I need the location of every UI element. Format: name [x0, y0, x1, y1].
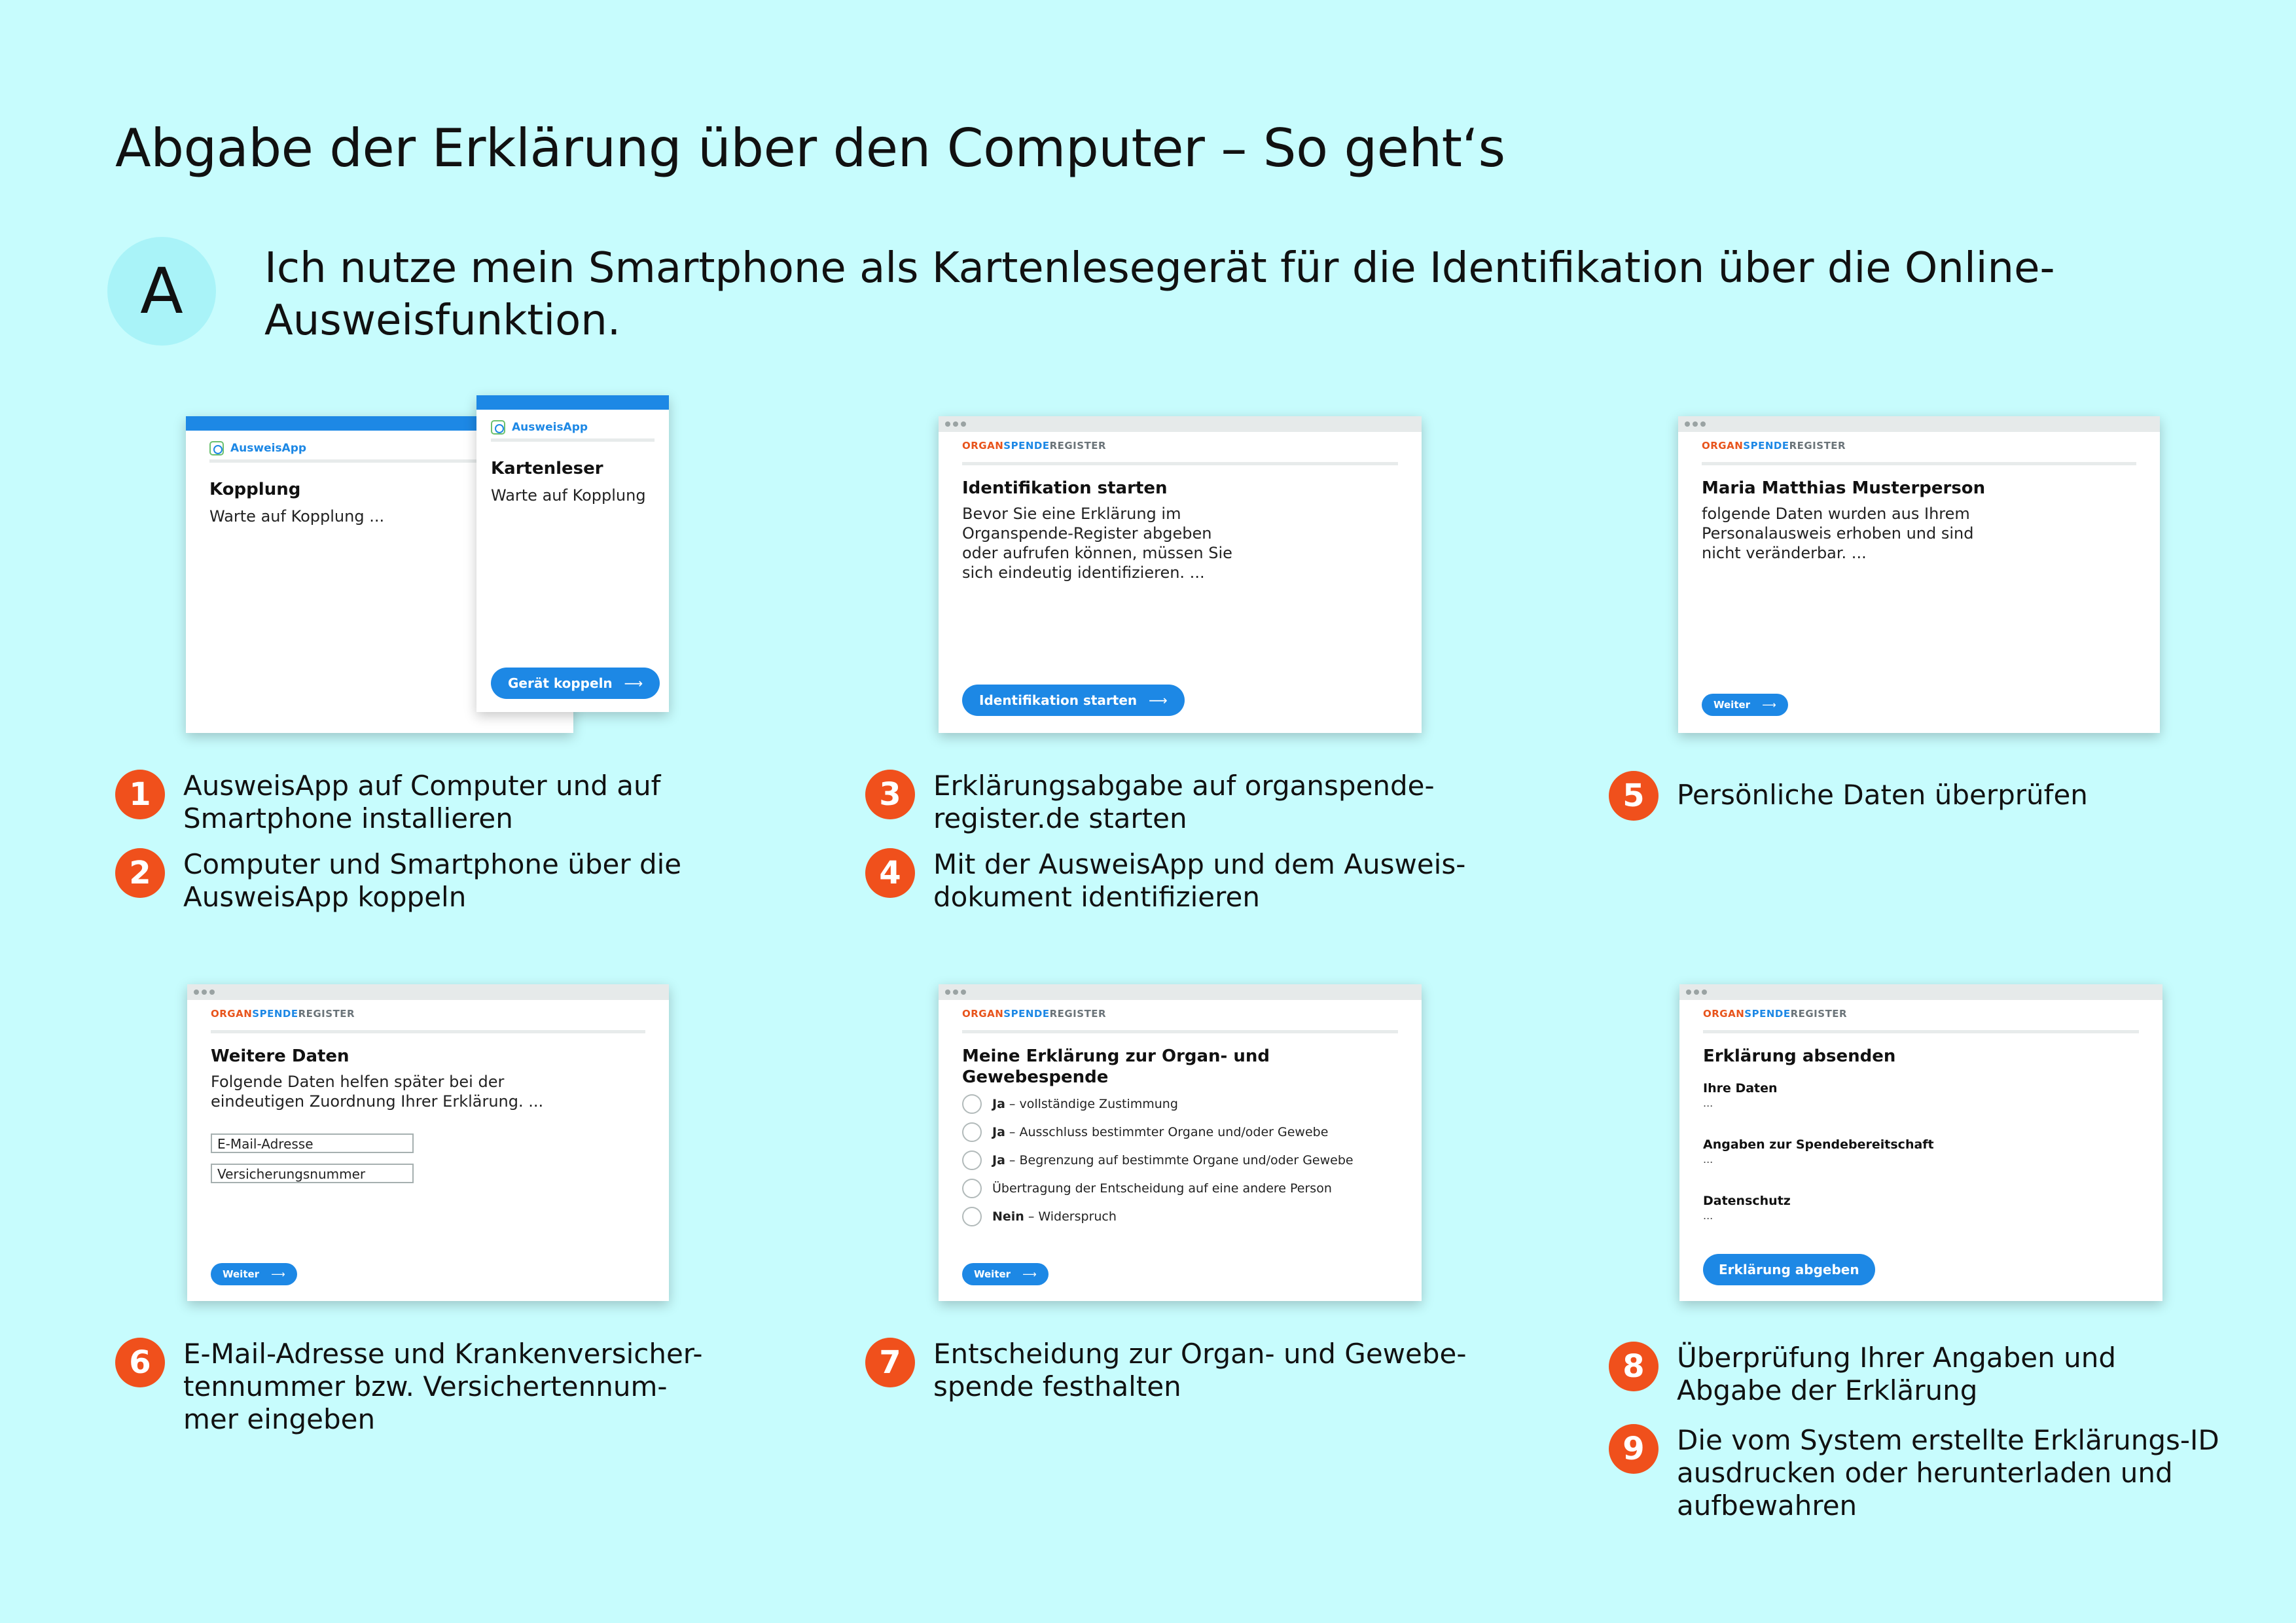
step-text: Computer und Smartphone über die AusweisApp koppeln: [183, 848, 682, 913]
screen-title: Weitere Daten: [211, 1046, 350, 1066]
screen-meine-erklaerung: [939, 984, 1422, 1301]
screen-kartenleser: [476, 395, 669, 712]
versicherungsnummer-field[interactable]: Versicherungsnummer: [211, 1164, 414, 1183]
step-text: Die vom System erstellte Erklärungs-ID ausdrucken oder herunterladen und aufbewahren: [1677, 1424, 2219, 1522]
step-number: 3: [865, 770, 915, 819]
arrow-right-icon: ⟶: [1762, 699, 1776, 711]
app-name: AusweisApp: [512, 421, 588, 434]
step-text: E-Mail-Adresse und Krankenversicher- tennummer bzw. Versichertennum- mer eingeben: [183, 1338, 703, 1435]
step-text: AusweisApp auf Computer und auf Smartphone installieren: [183, 770, 661, 834]
screen-title: Kopplung: [209, 480, 301, 499]
section-subtitle: Ich nutze mein Smartphone als Kartenlesegerät für die Identifikation über die Online-Ausweisfunktion.: [264, 244, 2055, 345]
step-9: [1609, 1424, 2219, 1522]
window-titlebar: [939, 984, 1422, 1000]
window-titlebar: [1679, 984, 2162, 1000]
window-titlebar: [1678, 416, 2160, 432]
button-label: Gerät koppeln: [508, 675, 613, 691]
arrow-right-icon: ⟶: [1022, 1268, 1037, 1280]
organspende-register-logo: ORGANSPENDEREGISTER: [962, 440, 1107, 452]
section-value: ...: [1703, 1209, 1713, 1222]
app-name: AusweisApp: [230, 442, 307, 455]
button-label: Weiter: [223, 1268, 260, 1280]
radio-button[interactable]: [962, 1150, 982, 1170]
screen-title: Meine Erklärung zur Organ- und Gewebespende: [962, 1046, 1270, 1087]
radio-button[interactable]: [962, 1179, 982, 1198]
step-text: Mit der AusweisApp und dem Ausweis- dokument identifizieren: [933, 848, 1466, 913]
section-value: ...: [1703, 1097, 1713, 1109]
option-ja-ausschluss[interactable]: Ja – Ausschluss bestimmter Organe und/oder Gewebe: [962, 1122, 1328, 1142]
step-number: 8: [1609, 1342, 1659, 1391]
button-label: Erklärung abgeben: [1719, 1262, 1859, 1277]
step-number: 5: [1609, 771, 1659, 821]
screen-title: Identifikation starten: [962, 478, 1168, 498]
step-text: Entscheidung zur Organ- und Gewebe- spende festhalten: [933, 1338, 1467, 1402]
section-datenschutz: Datenschutz: [1703, 1194, 1791, 1208]
step-text: Erklärungsabgabe auf organspende- register.de starten: [933, 770, 1435, 834]
radio-button[interactable]: [962, 1207, 982, 1226]
arrow-right-icon: ⟶: [271, 1268, 285, 1280]
email-field[interactable]: E-Mail-Adresse: [211, 1133, 414, 1153]
section-value: ...: [1703, 1153, 1713, 1166]
weiter-button[interactable]: [211, 1263, 297, 1285]
section-ihre-daten: Ihre Daten: [1703, 1081, 1778, 1096]
step-2: [115, 848, 681, 914]
radio-button[interactable]: [962, 1122, 982, 1142]
organspende-register-logo: ORGANSPENDEREGISTER: [962, 1008, 1107, 1020]
screen-body: Warte auf Kopplung ...: [209, 507, 385, 526]
step-4: [865, 848, 1465, 914]
step-number: 2: [115, 848, 165, 898]
section-badge: A: [107, 237, 216, 346]
screen-weitere-daten: [187, 984, 669, 1301]
screen-body: folgende Daten wurden aus Ihrem Personalausweis erhoben und sind nicht veränderbar. ...: [1702, 505, 1974, 562]
screen-identifikation: [939, 416, 1422, 733]
step-number: 1: [115, 770, 165, 819]
organspende-register-logo: ORGANSPENDEREGISTER: [211, 1008, 355, 1020]
step-1: [115, 770, 660, 835]
arrow-right-icon: ⟶: [1149, 692, 1168, 708]
option-uebertragung[interactable]: Übertragung der Entscheidung auf eine andere Person: [962, 1179, 1332, 1198]
step-number: 9: [1609, 1424, 1659, 1474]
app-titlebar: [476, 395, 669, 410]
screen-body: Warte auf Kopplung: [491, 486, 646, 505]
step-6: [115, 1338, 703, 1436]
organspende-register-logo: ORGANSPENDEREGISTER: [1703, 1008, 1848, 1020]
identifikation-starten-button[interactable]: [962, 685, 1185, 716]
screen-body: Bevor Sie eine Erklärung im Organspende-Register abgeben oder aufrufen können, müssen Sie sich eindeutig identifizieren. ...: [962, 505, 1232, 582]
radio-button[interactable]: [962, 1094, 982, 1114]
window-titlebar: [187, 984, 669, 1000]
ausweisapp-icon: [491, 420, 505, 435]
option-ja-begrenzung[interactable]: Ja – Begrenzung auf bestimmte Organe und/oder Gewebe: [962, 1150, 1354, 1170]
step-text: Überprüfung Ihrer Angaben und Abgabe der Erklärung: [1677, 1342, 2117, 1406]
screen-title: Erklärung absenden: [1703, 1046, 1896, 1066]
geraet-koppeln-button[interactable]: [491, 668, 660, 699]
ausweisapp-logo: [491, 420, 588, 435]
section-spendebereitschaft: Angaben zur Spendebereitschaft: [1703, 1137, 1934, 1152]
screen-title: Maria Matthias Musterperson: [1702, 478, 1986, 498]
page-title: Abgabe der Erklärung über den Computer – So geht‘s: [115, 118, 1505, 179]
step-number: 7: [865, 1338, 915, 1387]
screen-erklaerung-absenden: [1679, 984, 2162, 1301]
screen-persoenliche-daten: [1678, 416, 2160, 733]
step-5: [1609, 771, 2088, 821]
option-nein-widerspruch[interactable]: Nein – Widerspruch: [962, 1207, 1117, 1226]
ausweisapp-logo: [209, 441, 306, 455]
step-number: 4: [865, 848, 915, 898]
window-titlebar: [939, 416, 1422, 432]
screen-body: Folgende Daten helfen später bei der eindeutigen Zuordnung Ihrer Erklärung. ...: [211, 1073, 544, 1111]
button-label: Weiter: [1713, 699, 1751, 711]
step-7: [865, 1338, 1467, 1403]
weiter-button[interactable]: [962, 1263, 1049, 1285]
step-8: [1609, 1342, 2116, 1407]
button-label: Weiter: [974, 1268, 1011, 1280]
organspende-register-logo: ORGANSPENDEREGISTER: [1702, 440, 1846, 452]
screen-title: Kartenleser: [491, 459, 603, 478]
arrow-right-icon: ⟶: [624, 675, 643, 691]
erklaerung-abgeben-button[interactable]: [1703, 1254, 1875, 1285]
step-number: 6: [115, 1338, 165, 1387]
step-3: [865, 770, 1435, 835]
button-label: Identifikation starten: [979, 692, 1138, 708]
ausweisapp-icon: [209, 441, 224, 455]
option-ja-vollstaendig[interactable]: Ja – vollständige Zustimmung: [962, 1094, 1178, 1114]
step-text: Persönliche Daten überprüfen: [1677, 779, 2088, 811]
weiter-button[interactable]: [1702, 694, 1788, 716]
